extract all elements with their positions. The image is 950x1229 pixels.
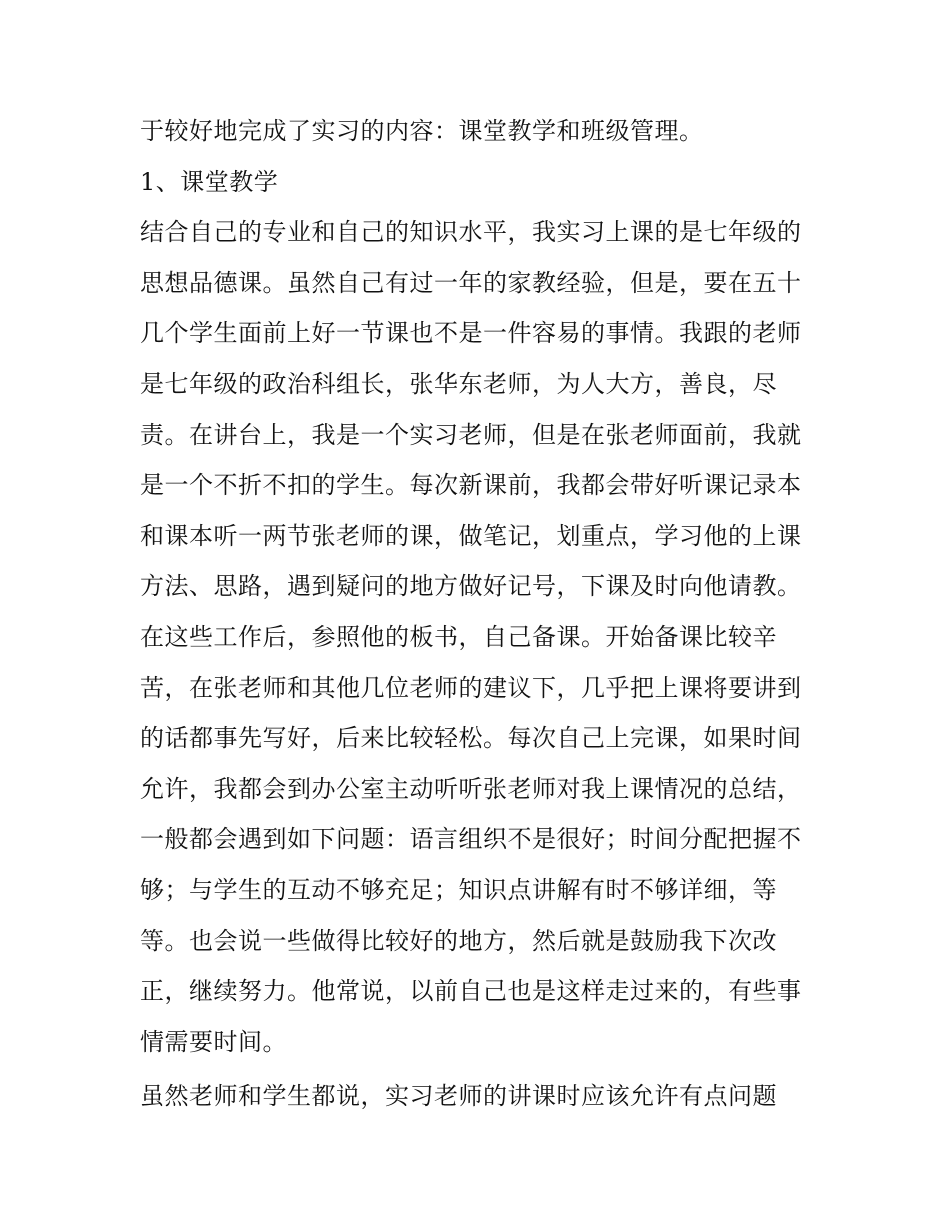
section-heading: 1、课堂教学 <box>140 167 279 196</box>
text-line: 情需要时间。 <box>140 1027 287 1056</box>
body-text <box>140 108 820 1124</box>
text-line: 正，继续努力。他常说，以前自己也是这样走过来的，有些事 <box>140 977 802 1006</box>
text-line: 够；与学生的互动不够充足；知识点讲解有时不够详细，等 <box>140 875 777 904</box>
text-line: 几个学生面前上好一节课也不是一件容易的事情。我跟的老师 <box>140 319 802 348</box>
text-line: 苦，在张老师和其他几位老师的建议下，几乎把上课将要讲到 <box>140 673 802 702</box>
text-line: 是七年级的政治科组长，张华东老师，为人大方，善良，尽 <box>140 369 777 398</box>
text-line: 等。也会说一些做得比较好的地方，然后就是鼓励我下次改 <box>140 926 777 955</box>
text-line: 在这些工作后，参照他的板书，自己备课。开始备课比较辛 <box>140 622 777 651</box>
text-line: 于较好地完成了实习的内容：课堂教学和班级管理。 <box>140 117 704 145</box>
text-line: 方法、思路，遇到疑问的地方做好记号，下课及时向他请教。 <box>140 572 802 601</box>
text-line: 是一个不折不扣的学生。每次新课前，我都会带好听课记录本 <box>140 471 802 500</box>
text-line: 允许，我都会到办公室主动听听张老师对我上课情况的总结， <box>140 774 802 803</box>
text-line: 思想品德课。虽然自己有过一年的家教经验，但是，要在五十 <box>140 268 802 297</box>
text-line: 一般都会遇到如下问题：语言组织不是很好；时间分配把握不 <box>140 825 802 854</box>
text-line: 虽然老师和学生都说，实习老师的讲课时应该允许有点问题 <box>140 1082 777 1111</box>
text-line: 结合自己的专业和自己的知识水平，我实习上课的是七年级的 <box>140 218 802 247</box>
text-line: 的话都事先写好，后来比较轻松。每次自己上完课，如果时间 <box>140 724 802 753</box>
text-line: 责。在讲台上，我是一个实习老师，但是在张老师面前，我就 <box>140 420 802 449</box>
text-line: 和课本听一两节张老师的课，做笔记，划重点，学习他的上课 <box>140 521 802 550</box>
